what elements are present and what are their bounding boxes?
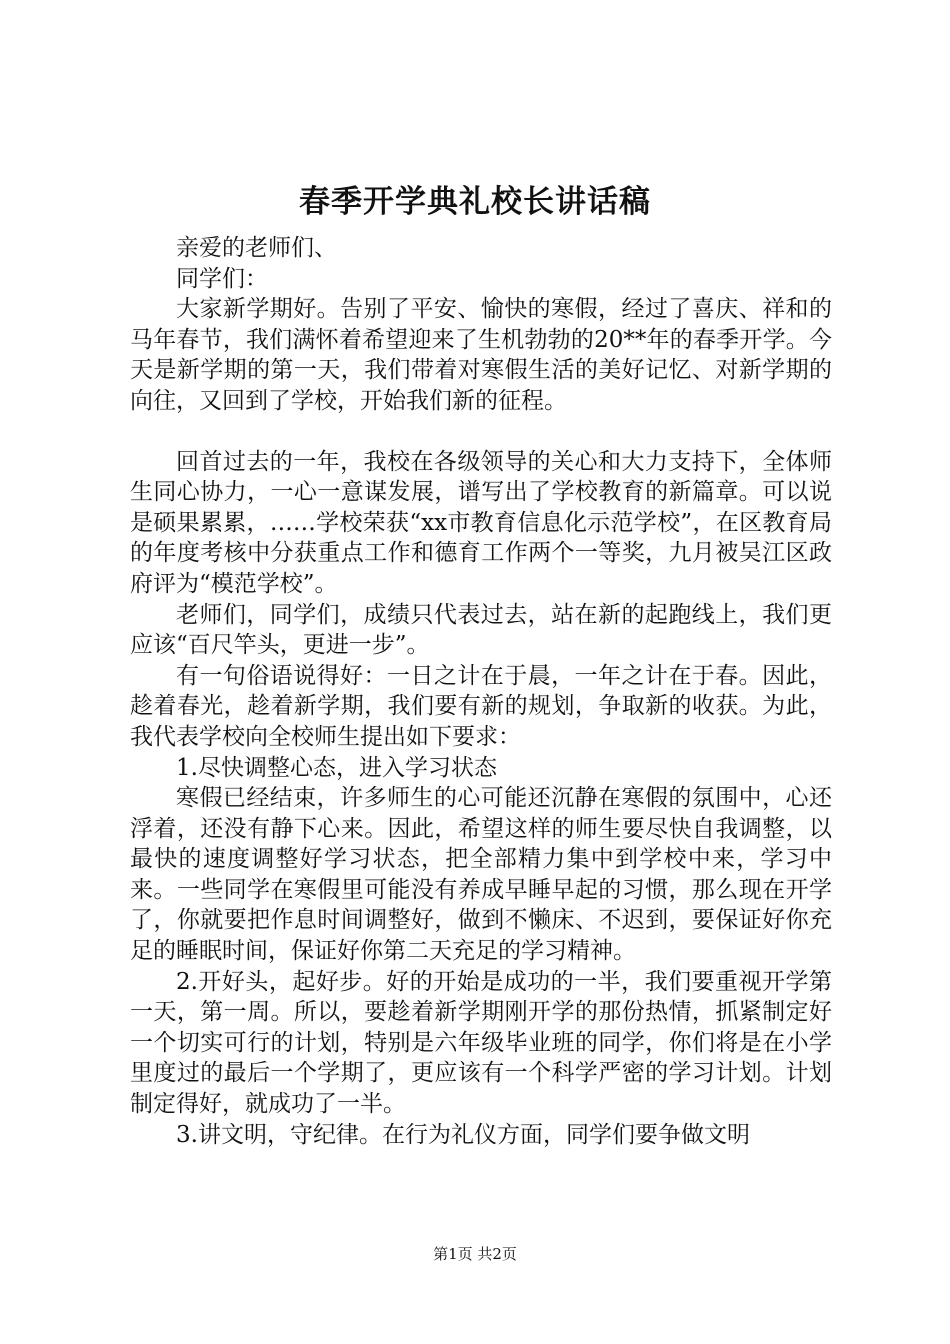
- paragraph-adjust: 寒假已经结束，许多师生的心可能还沉静在寒假的氛围中，心还浮着，还没有静下心来。因此，希望这样的师生要尽快自我调整，以最快的速度调整好学习状态，把全部精力集中到学校中来，学习中来。一些同学在寒假里可能没有养成早睡早起的习惯，那么现在开学了，你就要把作息时间调整好，做到不懒床、不迟到，要保证好你充足的睡眠时间，保证好你第二天充足的学习精神。: [130, 785, 832, 965]
- greeting-line-2: 同学们：: [176, 265, 268, 292]
- document-body: [130, 233, 832, 1150]
- paragraph-intro: 大家新学期好。告别了平安、愉快的寒假，经过了喜庆、祥和的马年春节，我们满怀着希望迎来了生机勃勃的20**年的春季开学。今天是新学期的第一天，我们带着对寒假生活的美好记忆、对新学期的向往，又回到了学校，开始我们新的征程。: [130, 296, 832, 414]
- list-item-3: 3.讲文明，守纪律。在行为礼仪方面，同学们要争做文明: [176, 1121, 750, 1148]
- page-number-footer: 第1页 共2页: [433, 1245, 517, 1263]
- document-title: 春季开学典礼校长讲话稿: [299, 184, 651, 220]
- greeting-line-1: 亲爱的老师们、: [176, 235, 337, 261]
- list-item-2: 2.开好头，起好步。好的开始是成功的一半，我们要重视开学第一天，第一周。所以，要趁着新学期刚开学的那份热情，抓紧制定好一个切实可行的计划，特别是六年级毕业班的同学，你们将是在小学里度过的最后一个学期了，更应该有一个科学严密的学习计划。计划制定得好，就成功了一半。: [130, 968, 832, 1118]
- list-heading-1: 1.尽快调整心态，进入学习状态: [176, 754, 497, 781]
- paragraph-proverb: 有一句俗语说得好：一日之计在于晨，一年之计在于春。因此，趁着春光，趁着新学期，我们要有新的规划，争取新的收获。为此，我代表学校向全校师生提出如下要求：: [130, 662, 832, 750]
- paragraph-achievement: 老师们，同学们，成绩只代表过去，站在新的起跑线上，我们更应该“百尺竿头，更进一步”。: [130, 601, 832, 659]
- paragraph-review: 回首过去的一年，我校在各级领导的关心和大力支持下，全体师生同心协力，一心一意谋发展，谱写出了学校教育的新篇章。可以说是硕果累累，……学校荣获“xx市教育信息化示范学校”，在区教育局的年度考核中分获重点工作和德育工作两个一等奖，九月被吴江区政府评为“模范学校”。: [130, 448, 832, 597]
